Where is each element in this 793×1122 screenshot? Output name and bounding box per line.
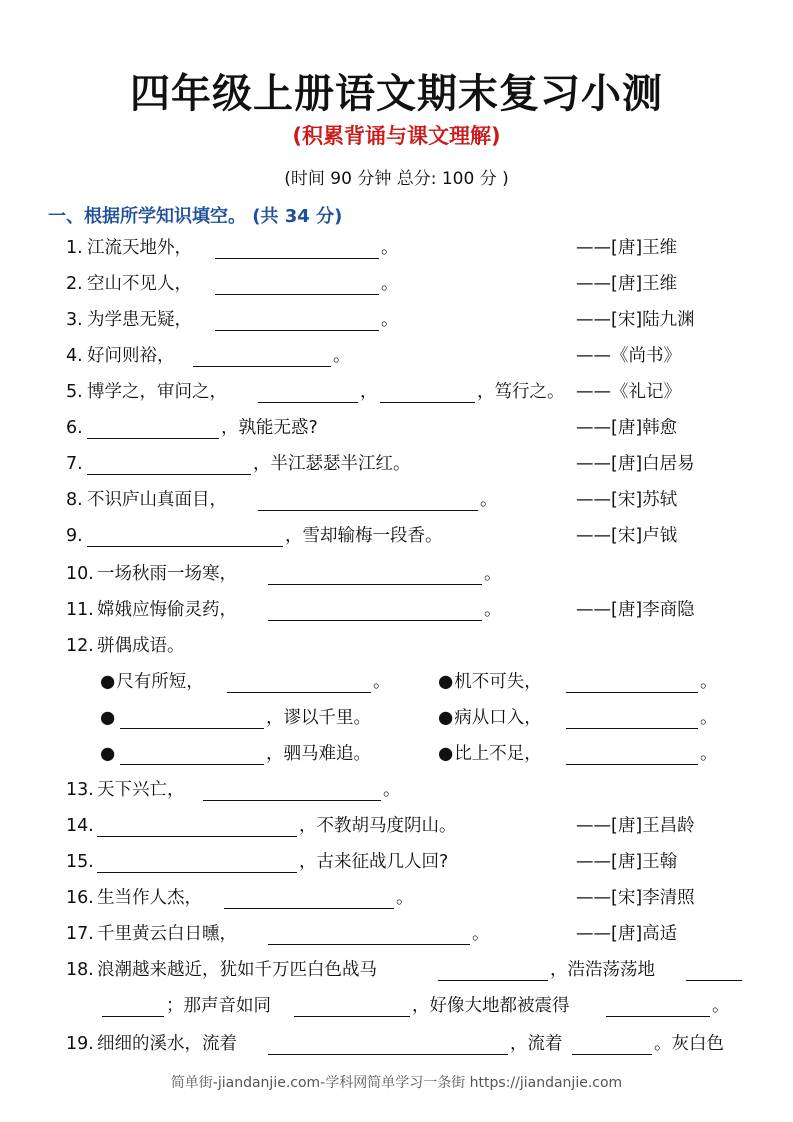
answer-blank[interactable] — [87, 546, 283, 547]
idiom-prompt: ● 机不可失， — [438, 670, 542, 694]
question-number: 13. — [66, 780, 94, 800]
question-text: ，雪却输梅一段香。 — [285, 526, 443, 546]
question-13 — [0, 778, 793, 804]
question-text: 千里黄云白日曛， — [97, 924, 237, 944]
question-text: ，孰能无惑? — [221, 418, 318, 438]
answer-blank[interactable] — [97, 872, 297, 873]
answer-blank[interactable] — [102, 1016, 164, 1017]
question-number: 4. — [66, 346, 83, 366]
question-text: 骈偶成语。 — [97, 636, 185, 656]
question-15 — [0, 850, 793, 876]
section-heading: 一、根据所学知识填空。 (共 34 分) — [48, 206, 343, 227]
question-9 — [0, 524, 793, 550]
question-text: 。 — [383, 780, 401, 800]
author-credit: ——[唐]韩愈 — [576, 418, 678, 438]
question-6 — [0, 416, 793, 442]
answer-blank[interactable] — [268, 620, 482, 621]
question-text: 嫦娥应悔偷灵药， — [97, 600, 237, 620]
question-text: 。 — [381, 274, 399, 294]
question-text: 。 — [381, 238, 399, 258]
answer-blank[interactable] — [87, 438, 219, 439]
question-text: 。 — [480, 490, 498, 510]
question-text: 。 — [472, 924, 490, 944]
question-number: 5. — [66, 382, 83, 402]
question-text: 。 — [333, 346, 351, 366]
time-info: (时间 90 分钟 总分: 100 分 ) — [284, 169, 509, 189]
question-text: 。 — [381, 310, 399, 330]
question-text: 空山不见人， — [87, 274, 192, 294]
question-5 — [0, 380, 793, 406]
question-text: ， — [360, 382, 378, 402]
question-number: 18. — [66, 960, 94, 980]
question-number: 7. — [66, 454, 83, 474]
question-text: ；那声音如同 — [166, 996, 271, 1016]
question-text: 一场秋雨一场寒， — [97, 564, 237, 584]
idiom-row-1 — [0, 670, 793, 696]
author-credit: ——[宋]李清照 — [576, 888, 695, 908]
idiom-prompt — [100, 706, 116, 730]
answer-blank[interactable] — [686, 980, 742, 981]
answer-blank[interactable] — [193, 366, 331, 367]
question-text: 好问则裕， — [87, 346, 175, 366]
question-text: 博学之，审问之， — [87, 382, 227, 402]
author-credit: ——《尚书》 — [576, 346, 681, 366]
question-text: 。 — [700, 744, 718, 764]
answer-blank[interactable] — [294, 1016, 410, 1017]
idiom-prompt — [100, 742, 116, 766]
question-number: 14. — [66, 816, 94, 836]
idiom-row-2 — [0, 706, 793, 732]
question-3 — [0, 308, 793, 334]
question-number: 16. — [66, 888, 94, 908]
question-text: 。 — [396, 888, 414, 908]
page-footer: 简单街-jiandanjie.com-学科网简单学习一条街 https://jiandanjie.com — [170, 1075, 623, 1091]
question-17 — [0, 922, 793, 948]
author-credit: ——[唐]李商隐 — [576, 600, 695, 620]
question-number: 6. — [66, 418, 83, 438]
question-text: ，驷马难追。 — [266, 744, 371, 764]
question-number: 15. — [66, 852, 94, 872]
question-4 — [0, 344, 793, 370]
question-text: ，不教胡马度阴山。 — [299, 816, 457, 836]
question-number: 19. — [66, 1034, 94, 1054]
answer-blank[interactable] — [87, 474, 251, 475]
question-1 — [0, 236, 793, 262]
answer-blank[interactable] — [258, 510, 478, 511]
answer-blank[interactable] — [120, 728, 264, 729]
question-text: 生当作人杰， — [97, 888, 202, 908]
question-12 — [0, 634, 793, 660]
answer-blank[interactable] — [566, 764, 698, 765]
answer-blank[interactable] — [120, 764, 264, 765]
answer-blank[interactable] — [572, 1054, 652, 1055]
answer-blank[interactable] — [606, 1016, 710, 1017]
question-text: ，笃行之。 — [477, 382, 565, 402]
question-text: 。 — [700, 708, 718, 728]
idiom-prompt: ● 比上不足， — [438, 742, 542, 766]
question-text: 。 — [712, 996, 730, 1016]
answer-blank[interactable] — [215, 330, 379, 331]
answer-blank[interactable] — [215, 258, 379, 259]
question-18-line-2 — [0, 994, 793, 1020]
question-number: 10. — [66, 564, 94, 584]
question-number: 17. — [66, 924, 94, 944]
author-credit: ——[唐]王维 — [576, 274, 678, 294]
answer-blank[interactable] — [268, 944, 470, 945]
author-credit: ——[唐]白居易 — [576, 454, 695, 474]
question-18 — [0, 958, 793, 984]
answer-blank[interactable] — [227, 692, 371, 693]
question-number: 11. — [66, 600, 94, 620]
question-14 — [0, 814, 793, 840]
question-8 — [0, 488, 793, 514]
idiom-row-3 — [0, 742, 793, 768]
answer-blank[interactable] — [566, 692, 698, 693]
question-text: ，半江瑟瑟半江红。 — [253, 454, 411, 474]
author-credit: ——[唐]王维 — [576, 238, 678, 258]
author-credit: ——[宋]陆九渊 — [576, 310, 695, 330]
question-2 — [0, 272, 793, 298]
question-number: 9. — [66, 526, 83, 546]
question-7 — [0, 452, 793, 478]
question-text: 浪潮越来越近，犹如千万匹白色战马 — [97, 960, 377, 980]
question-number: 12. — [66, 636, 94, 656]
question-number: 2. — [66, 274, 83, 294]
author-credit: ——[唐]王翰 — [576, 852, 678, 872]
question-text: ，浩浩荡荡地 — [550, 960, 655, 980]
question-text: 。 — [484, 600, 502, 620]
idiom-prompt: ● 病从口入， — [438, 706, 542, 730]
answer-blank[interactable] — [203, 800, 381, 801]
question-text: 不识庐山真面目， — [87, 490, 227, 510]
author-credit: ——[唐]王昌龄 — [576, 816, 695, 836]
question-text: 细细的溪水，流着 — [97, 1034, 237, 1054]
question-text: 天下兴亡， — [97, 780, 185, 800]
answer-blank[interactable] — [566, 728, 698, 729]
author-credit: ——《礼记》 — [576, 382, 681, 402]
question-number: 3. — [66, 310, 83, 330]
author-credit: ——[宋]苏轼 — [576, 490, 678, 510]
page-subtitle: (积累背诵与课文理解) — [292, 124, 501, 148]
answer-blank[interactable] — [268, 584, 482, 585]
answer-blank[interactable] — [438, 980, 548, 981]
question-text: 。 — [700, 672, 718, 692]
question-text: 。灰白色 — [654, 1034, 724, 1054]
answer-blank[interactable] — [380, 402, 475, 403]
question-text: 江流天地外， — [87, 238, 192, 258]
author-credit: ——[唐]高适 — [576, 924, 678, 944]
question-text: ，古来征战几人回? — [299, 852, 449, 872]
question-text: ，好像大地都被震得 — [412, 996, 570, 1016]
question-text: 。 — [373, 672, 391, 692]
answer-blank[interactable] — [224, 908, 394, 909]
question-text: 。 — [484, 564, 502, 584]
idiom-prompt: ● 尺有所短， — [100, 670, 204, 694]
question-text: ，流着 — [510, 1034, 563, 1054]
question-number: 8. — [66, 490, 83, 510]
answer-blank[interactable] — [258, 402, 358, 403]
question-19 — [0, 1032, 793, 1058]
question-number: 1. — [66, 238, 83, 258]
answer-blank[interactable] — [215, 294, 379, 295]
question-10 — [0, 562, 793, 588]
answer-blank[interactable] — [268, 1054, 508, 1055]
question-11 — [0, 598, 793, 624]
question-16 — [0, 886, 793, 912]
page-title: 四年级上册语文期末复习小测 — [130, 71, 663, 117]
author-credit: ——[宋]卢钺 — [576, 526, 678, 546]
question-text: 为学患无疑， — [87, 310, 192, 330]
answer-blank[interactable] — [97, 836, 297, 837]
question-text: ，谬以千里。 — [266, 708, 371, 728]
